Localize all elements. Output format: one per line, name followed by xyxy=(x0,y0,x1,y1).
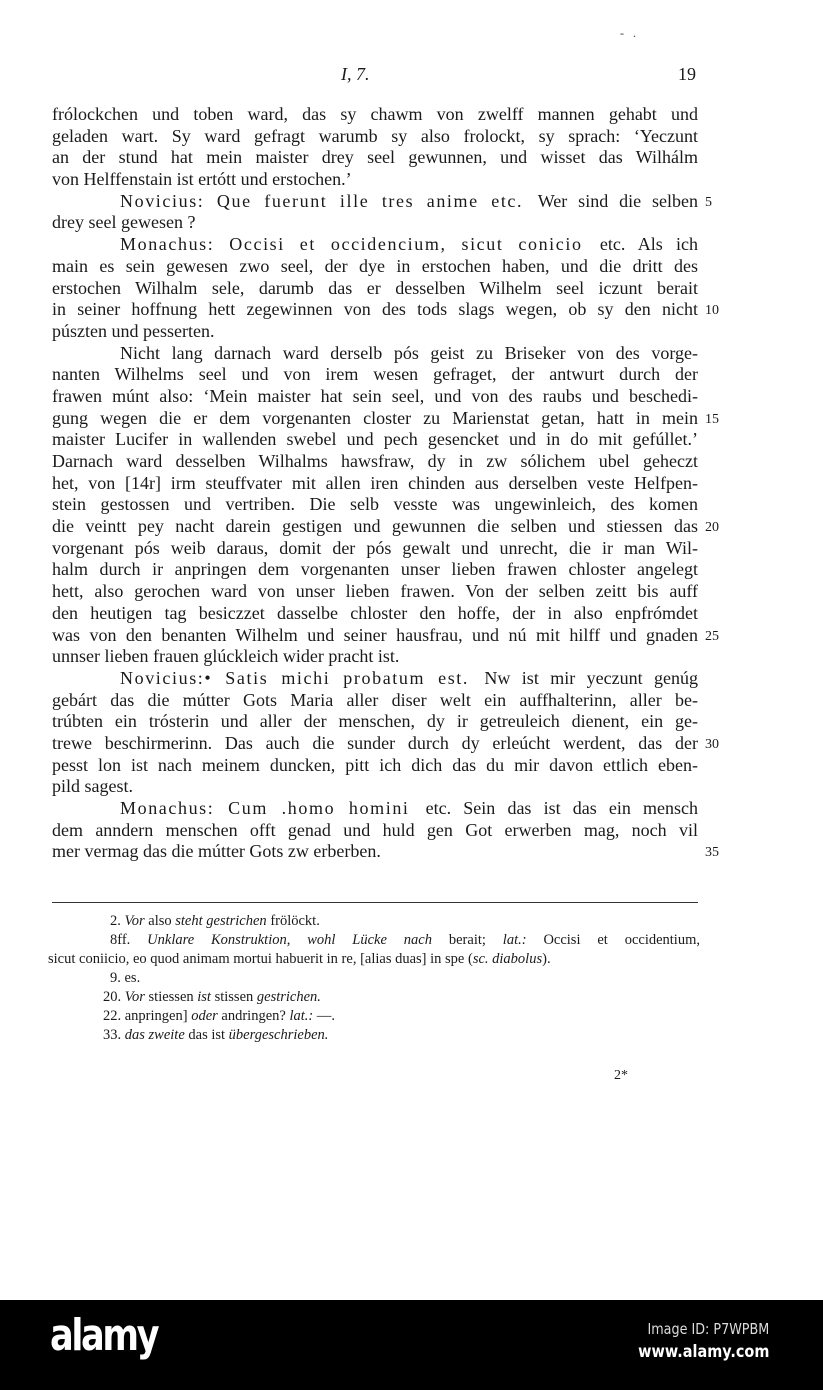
footnote-italic: lat.: xyxy=(289,1008,314,1024)
line-text: mer vermag das die mútter Gots zw erberben. xyxy=(52,841,381,862)
text-line xyxy=(52,690,698,712)
footnote xyxy=(48,912,700,931)
footnote xyxy=(48,931,700,950)
line-text: trewe beschirmerinn. Das auch die sunder durch dy erleúcht werdent, das der xyxy=(52,732,698,753)
footnote-italic: ist xyxy=(197,989,211,1005)
line-text: gebárt das die mútter Gots Maria aller diser welt ein auffhalterinn, aller be- xyxy=(52,689,698,710)
text-line xyxy=(52,668,698,690)
line-number: 35 xyxy=(705,845,719,861)
footnote-italic: lat.: xyxy=(502,932,527,948)
line-text: gung wegen die er dem vorgenanten closter zu Marienstat getan, hatt in mein xyxy=(52,407,698,428)
line-text: pild sagest. xyxy=(52,776,133,797)
line-text: die veintt pey nacht darein gestigen und gewunnen die selben und stiessen das xyxy=(52,516,698,537)
page-number: 19 xyxy=(678,64,696,84)
text-line xyxy=(52,407,719,430)
text-line xyxy=(52,820,698,842)
body-text xyxy=(52,104,719,863)
line-text: den heutigen tag besiczzet dasselbe chloster den hoffe, der in also enpfrómdet xyxy=(52,602,698,623)
footnote-text: das ist xyxy=(184,1027,229,1043)
footnote-text: 22. anpringen] xyxy=(103,1008,192,1024)
line-text: Nw ist mir yeczunt genúg xyxy=(473,667,698,688)
footnote-text: —. xyxy=(313,1008,335,1024)
line-number: 30 xyxy=(705,736,719,752)
text-line xyxy=(52,559,698,581)
line-number: 25 xyxy=(705,628,719,644)
line-text: maister Lucifer in wallenden swebel und pech gesencket und in do mit gefúllet.’ xyxy=(52,429,698,450)
line-text: von Helffenstain ist ertótt und erstochen.’ xyxy=(52,169,352,190)
line-text: frawen múnt also: ‘Mein maister hat sein seel, und von des raubs und beschedi- xyxy=(52,385,698,406)
text-line xyxy=(52,190,712,213)
text-line xyxy=(52,169,698,191)
text-line xyxy=(52,624,719,647)
line-text: trúbten ein trósterin und aller der menschen, dy ir getreuleich dienent, ein ge- xyxy=(52,711,698,732)
footnote-italic: oder xyxy=(191,1008,218,1024)
footnote-text: 9. es. xyxy=(110,970,141,986)
line-text: Wer sind die selben xyxy=(527,190,699,211)
footnote-italic: steht gestrichen xyxy=(175,913,267,929)
footnote-italic: sc. diabolus xyxy=(472,951,543,967)
line-text: in seiner hoffnung hett zegewinnen von des tods slags wegen, ob sy den nicht xyxy=(52,299,698,320)
footnote-italic: gestrichen. xyxy=(256,989,321,1005)
text-line xyxy=(52,299,719,321)
text-line xyxy=(52,126,698,148)
line-number: 5 xyxy=(705,194,712,210)
footnote xyxy=(48,1007,700,1026)
text-line xyxy=(52,711,698,733)
speaker-latin-incipit: Novicius: Que fuerunt ille tres anime etc. xyxy=(120,190,524,211)
footnote-italic: Vor xyxy=(124,989,145,1005)
footnote-text: andringen? xyxy=(217,1008,290,1024)
line-text: stein gestossen und vertriben. Die selb vesste was ungewinleich, des komen xyxy=(52,494,698,515)
footnote-text: berait; xyxy=(432,932,503,948)
footnote-text: 33. xyxy=(103,1027,125,1043)
line-text: etc. Als ich xyxy=(586,234,699,255)
watermark-bar xyxy=(0,1300,823,1390)
text-line xyxy=(52,451,698,473)
text-line xyxy=(52,603,698,625)
text-line xyxy=(52,386,698,408)
footnote-italic: das zweite xyxy=(124,1027,185,1043)
text-line xyxy=(52,364,698,386)
line-text: púszten und pesserten. xyxy=(52,320,215,341)
line-text: halm durch ir anpringen dem vorgenanten unser lieben frawen chloster angelegt xyxy=(52,559,698,580)
line-number: 15 xyxy=(705,411,719,427)
line-text: erstochen Wilhalm sele, darumb das er desselben Wilhelm seel iczunt berait xyxy=(52,277,698,298)
footnote-text: sicut coniicio, eo quod animam mortui habuerit in re, [alias duas] in spe ( xyxy=(48,951,473,967)
footnote-text: stiessen xyxy=(144,989,198,1005)
footnotes xyxy=(48,912,700,1045)
footnote xyxy=(48,950,700,969)
line-number: 20 xyxy=(705,520,719,536)
alamy-logo: alamy xyxy=(50,1310,158,1361)
footnote xyxy=(48,988,700,1007)
footnote-italic: übergeschrieben. xyxy=(228,1027,329,1043)
text-line xyxy=(52,473,698,495)
footnote-text: ). xyxy=(542,951,551,967)
text-line xyxy=(52,841,719,863)
text-line xyxy=(52,732,719,755)
line-text: dem anndern menschen offt genad und huld gen Got erwerben mag, noch vil xyxy=(52,819,698,840)
footnote-text: Occisi et occidentium, xyxy=(526,932,700,948)
line-text: Darnach ward desselben Wilhalms hawsfraw, dy in zw sólichem ubel geheczt xyxy=(52,451,698,471)
footnote-text: also xyxy=(144,913,176,929)
footnote-text: 2. xyxy=(110,913,125,929)
speaker-latin-incipit: Monachus: Cum .homo homini xyxy=(120,798,410,818)
line-text: geladen wart. Sy ward gefragt warumb sy also frolockt, sy sprach: ‘Yeczunt xyxy=(52,125,698,146)
footnote xyxy=(48,1026,700,1045)
footnote-divider xyxy=(52,902,698,903)
text-line xyxy=(52,755,698,777)
text-line xyxy=(52,798,698,820)
text-line xyxy=(52,212,698,234)
text-line xyxy=(52,234,698,256)
image-id: Image ID: P7WPBM xyxy=(647,1320,769,1338)
text-line xyxy=(52,646,698,668)
text-line xyxy=(52,321,698,343)
line-text: het, von [14r] irm steuffvater mit allen iren chinden aus derselben veste Helfpen- xyxy=(52,472,698,493)
text-line xyxy=(52,147,698,169)
line-text: unnser lieben frauen glúckleich wider pracht ist. xyxy=(52,646,400,667)
line-number: 10 xyxy=(705,303,719,319)
text-line xyxy=(52,494,698,516)
footnote-text: 8ff. xyxy=(110,932,148,948)
line-text: nanten Wilhelms seel und von irem wesen gefraget, der antwurt durch der xyxy=(52,364,698,385)
text-line xyxy=(52,104,698,126)
line-text: was von den benanten Wilhelm und seiner hausfrau, und nú mit hilff und gnaden xyxy=(52,624,698,645)
line-text: hett, also gerochen ward von unser lieben frawen. Von der selben zeitt bis auff xyxy=(52,581,698,602)
line-text: drey seel gewesen ? xyxy=(52,212,196,233)
footnote-text: 20. xyxy=(103,989,125,1005)
speaker-latin-incipit: Monachus: Occisi et occidencium, sicut conicio xyxy=(120,234,583,255)
line-text: Nicht lang darnach ward derselb pós geist zu Briseker von des vorge- xyxy=(120,342,698,363)
footnote xyxy=(48,969,700,988)
line-text: pesst lon ist nach meinem duncken, pitt ich dich das du mir davon ettlich eben- xyxy=(52,754,698,775)
footnote-text: frölöckt. xyxy=(266,913,320,929)
text-line xyxy=(52,278,698,300)
line-text: frólockchen und toben ward, das sy chawm von zwelff mannen gehabt und xyxy=(52,104,698,124)
line-text: an der stund hat mein maister drey seel gewunnen, und wisset das Wilhálm xyxy=(52,147,698,168)
speaker-latin-incipit: Novicius:• Satis michi probatum est. xyxy=(120,667,469,688)
footnote-text: stissen xyxy=(210,989,257,1005)
line-text: etc. Sein das ist das ein mensch xyxy=(413,798,698,818)
text-line xyxy=(52,516,719,538)
signature-mark: 2* xyxy=(614,1068,628,1083)
text-line xyxy=(52,581,698,603)
text-line xyxy=(52,429,698,451)
text-line xyxy=(52,256,698,278)
footnote-italic: Vor xyxy=(124,913,145,929)
line-text: vorgenant pós weib daraus, domit der pós gewalt und unrecht, die ir man Wil- xyxy=(52,537,698,558)
running-head: I, 7. xyxy=(341,64,370,84)
text-line xyxy=(52,776,698,798)
text-line xyxy=(52,343,698,365)
footnote-italic: Unklare Konstruktion, wohl Lücke nach xyxy=(147,932,432,948)
corner-mark: - . xyxy=(620,26,639,40)
site-url: www.alamy.com xyxy=(637,1342,769,1362)
text-line xyxy=(52,538,698,560)
line-text: main es sein gewesen zwo seel, der dye in erstochen haben, und die dritt des xyxy=(52,255,698,276)
